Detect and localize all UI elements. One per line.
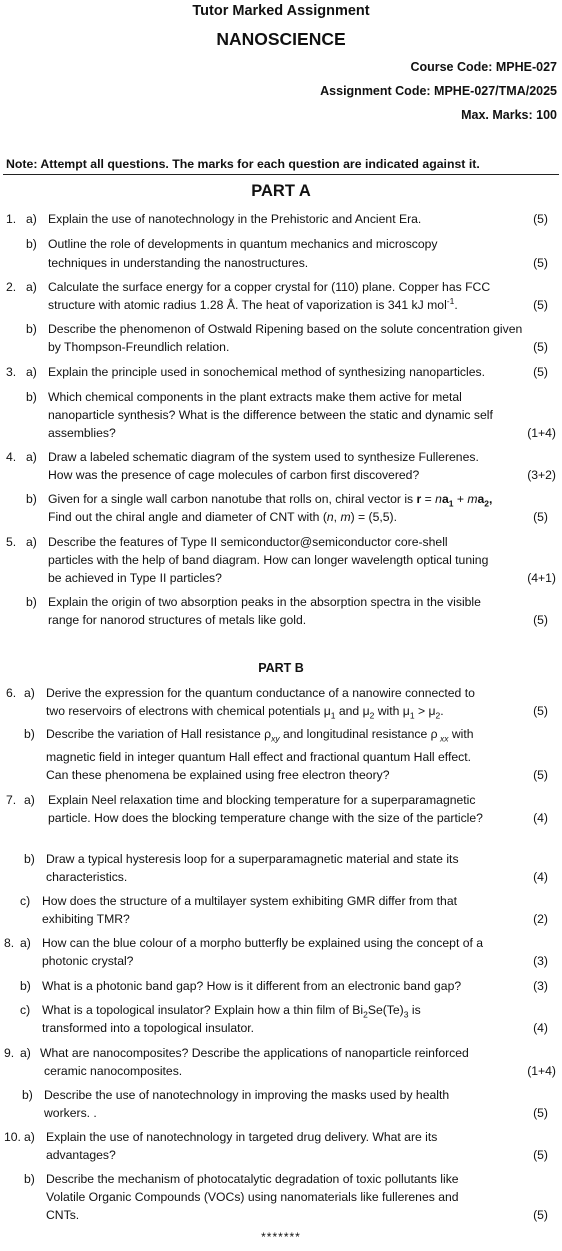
sub-label: a) bbox=[20, 936, 31, 950]
subject-title: NANOSCIENCE bbox=[216, 29, 346, 49]
question-text: Describe the phenomenon of Ostwald Ripening based on the solute concentration given bbox=[48, 322, 523, 336]
text-run: , bbox=[333, 510, 341, 524]
subscript: 3 bbox=[403, 1009, 409, 1020]
sub-label: c) bbox=[20, 894, 31, 908]
text-run: n bbox=[326, 510, 334, 524]
question-text: Describe the features of Type II semiconductor@semiconductor core-shell bbox=[48, 535, 448, 549]
text-run: ) = (5,5). bbox=[350, 510, 397, 524]
subscript: 2 bbox=[369, 710, 375, 721]
question-text: workers. . bbox=[44, 1106, 97, 1120]
question-text: Describe the mechanism of photocatalytic degradation of toxic pollutants like bbox=[46, 1172, 459, 1186]
assignment-code: Assignment Code: MPHE-027/TMA/2025 bbox=[320, 84, 557, 98]
question-text bbox=[46, 704, 444, 720]
question-text: Explain the use of nanotechnology in targeted drug delivery. What are its bbox=[46, 1130, 438, 1144]
text-run: What is a topological insulator? Explain how a thin film of Bi bbox=[42, 1003, 364, 1017]
question-text: Explain the principle used in sonochemical method of synthesizing nanoparticles. bbox=[48, 365, 485, 379]
question-text: Outline the role of developments in quantum mechanics and microscopy bbox=[48, 237, 438, 251]
question-text: techniques in understanding the nanostructures. bbox=[48, 256, 309, 270]
marks: (3+2) bbox=[527, 468, 556, 482]
subscript: 1 bbox=[448, 498, 454, 509]
text-run: a bbox=[441, 492, 449, 506]
text-run: with μ bbox=[374, 704, 410, 718]
question-text: Calculate the surface energy for a copper crystal for (110) plane. Copper has FCC bbox=[48, 280, 491, 294]
text-run: a bbox=[477, 492, 485, 506]
question-number: 7. bbox=[6, 793, 17, 807]
question-number: 4. bbox=[6, 450, 17, 464]
question-text bbox=[48, 492, 492, 508]
question-text: What is a photonic band gap? How is it different from an electronic band gap? bbox=[42, 979, 462, 993]
part-b-heading: PART B bbox=[258, 661, 304, 675]
marks: (3) bbox=[533, 954, 548, 968]
marks: (1+4) bbox=[527, 1064, 556, 1078]
text-run: + bbox=[453, 492, 468, 506]
course-code: Course Code: MPHE-027 bbox=[410, 60, 557, 74]
question-text: transformed into a topological insulator. bbox=[42, 1021, 255, 1035]
sub-label: b) bbox=[24, 727, 35, 741]
marks: (5) bbox=[533, 510, 548, 524]
marks: (5) bbox=[533, 1106, 548, 1120]
question-number: 6. bbox=[6, 686, 17, 700]
text-run: Se(Te) bbox=[367, 1003, 404, 1017]
marks: (5) bbox=[533, 1208, 548, 1222]
sub-label: a) bbox=[20, 1046, 31, 1060]
question-text: What are nanocomposites? Describe the applications of nanoparticle reinforced bbox=[40, 1046, 469, 1060]
sub-label: a) bbox=[26, 280, 37, 294]
text-run: two reservoirs of electrons with chemical potentials μ bbox=[46, 704, 331, 718]
text-run: Find out the chiral angle and diameter of CNT with ( bbox=[48, 510, 327, 524]
marks: (5) bbox=[533, 768, 548, 782]
question-text: Derive the expression for the quantum conductance of a nanowire connected to bbox=[46, 686, 475, 700]
text-run: Given for a single wall carbon nanotube that rolls on, chiral vector is bbox=[48, 492, 417, 506]
marks: (4) bbox=[533, 870, 548, 884]
sub-label: a) bbox=[24, 793, 35, 807]
text-run: is bbox=[408, 1003, 421, 1017]
marks: (1+4) bbox=[527, 426, 556, 440]
text-run: Describe the variation of Hall resistance ρ bbox=[46, 727, 272, 741]
question-text: How can the blue colour of a morpho butterfly be explained using the concept of a bbox=[42, 936, 484, 950]
question-text: by Thompson-Freundlich relation. bbox=[48, 340, 230, 354]
question-text: exhibiting TMR? bbox=[42, 912, 130, 926]
question-text: Which chemical components in the plant extracts make them active for metal bbox=[48, 390, 462, 404]
sub-label: a) bbox=[26, 212, 37, 226]
text-run: and μ bbox=[335, 704, 370, 718]
sub-label: a) bbox=[24, 1130, 35, 1144]
question-number: 8. bbox=[4, 936, 15, 950]
question-number: 3. bbox=[6, 365, 17, 379]
sub-label: b) bbox=[26, 390, 37, 404]
sub-label: b) bbox=[26, 595, 37, 609]
question-text: range for nanorod structures of metals like gold. bbox=[48, 613, 307, 627]
sub-label: b) bbox=[24, 1172, 35, 1186]
sub-label: b) bbox=[26, 492, 37, 506]
marks: (5) bbox=[533, 613, 548, 627]
question-text: nanoparticle synthesis? What is the difference between the static and dynamic self bbox=[48, 408, 493, 422]
instructions-note: Note: Attempt all questions. The marks for each question are indicated against it. bbox=[6, 157, 480, 171]
question-text: Explain Neel relaxation time and blocking temperature for a superparamagnetic bbox=[48, 793, 476, 807]
text-run: structure with atomic radius 1.28 Å. The heat of vaporization is 341 kJ mol bbox=[48, 298, 447, 312]
max-marks: Max. Marks: 100 bbox=[461, 108, 557, 122]
marks: (5) bbox=[533, 340, 548, 354]
question-number: 1. bbox=[6, 212, 17, 226]
question-text: particle. How does the blocking temperature change with the size of the particle? bbox=[48, 811, 483, 825]
question-text: Draw a labeled schematic diagram of the system used to synthesize Fullerenes. bbox=[48, 450, 479, 464]
marks: (4+1) bbox=[527, 571, 556, 585]
text-run: , bbox=[489, 492, 493, 506]
divider bbox=[3, 174, 559, 175]
marks: (2) bbox=[533, 912, 548, 926]
sub-label: b) bbox=[24, 852, 35, 866]
question-text: assemblies? bbox=[48, 426, 116, 440]
marks: (5) bbox=[533, 298, 548, 312]
sub-label: a) bbox=[26, 365, 37, 379]
marks: (3) bbox=[533, 979, 548, 993]
text-run: = bbox=[421, 492, 436, 506]
sub-label: b) bbox=[26, 322, 37, 336]
sub-label: c) bbox=[20, 1003, 31, 1017]
sub-label: a) bbox=[24, 686, 35, 700]
question-text: Describe the use of nanotechnology in improving the masks used by health bbox=[44, 1088, 450, 1102]
sub-label: a) bbox=[26, 535, 37, 549]
question-text: How does the structure of a multilayer system exhibiting GMR differ from that bbox=[42, 894, 457, 908]
sub-label: a) bbox=[26, 450, 37, 464]
sub-label: b) bbox=[26, 237, 37, 251]
end-marker: ******* bbox=[261, 1230, 301, 1244]
marks: (5) bbox=[533, 365, 548, 379]
question-number: 10. bbox=[4, 1130, 21, 1144]
subscript: xy bbox=[271, 733, 280, 744]
question-text: Explain the use of nanotechnology in the Prehistoric and Ancient Era. bbox=[48, 212, 422, 226]
text-run: > μ bbox=[414, 704, 436, 718]
question-text: advantages? bbox=[46, 1148, 116, 1162]
question-text: photonic crystal? bbox=[42, 954, 134, 968]
text-run: with bbox=[448, 727, 474, 741]
sub-label: b) bbox=[20, 979, 31, 993]
subscript: 1 bbox=[330, 710, 336, 721]
subscript: 1 bbox=[409, 710, 415, 721]
question-text: characteristics. bbox=[46, 870, 128, 884]
question-number: 2. bbox=[6, 280, 17, 294]
text-run: . bbox=[440, 704, 444, 718]
question-text bbox=[48, 510, 397, 526]
text-run: . bbox=[454, 298, 458, 312]
question-number: 9. bbox=[4, 1046, 15, 1060]
marks: (5) bbox=[533, 704, 548, 718]
text-run: m bbox=[340, 510, 351, 524]
marks: (5) bbox=[533, 256, 548, 270]
question-text: particles with the help of band diagram. How can longer wavelength optical tuning bbox=[48, 553, 489, 567]
question-text: be achieved in Type II particles? bbox=[48, 571, 222, 585]
text-run: r bbox=[416, 492, 422, 506]
question-text: Draw a typical hysteresis loop for a superparamagnetic material and state its bbox=[46, 852, 459, 866]
text-run: m bbox=[467, 492, 478, 506]
question-text bbox=[46, 727, 474, 743]
question-text bbox=[42, 1003, 421, 1019]
question-text: Can these phenomena be explained using free electron theory? bbox=[46, 768, 390, 782]
sub-label: b) bbox=[22, 1088, 33, 1102]
subscript: 2 bbox=[484, 498, 490, 509]
marks: (5) bbox=[533, 1148, 548, 1162]
marks: (4) bbox=[533, 1021, 548, 1035]
assignment-title: Tutor Marked Assignment bbox=[192, 3, 370, 19]
text-run: n bbox=[435, 492, 442, 506]
superscript: -1 bbox=[446, 295, 455, 306]
subscript: 2 bbox=[363, 1009, 368, 1020]
question-text: Explain the origin of two absorption peaks in the absorption spectra in the visible bbox=[48, 595, 481, 609]
question-text: How was the presence of cage molecules of carbon first discovered? bbox=[48, 468, 420, 482]
question-text: Volatile Organic Compounds (VOCs) using nanomaterials like fullerenes and bbox=[46, 1190, 459, 1204]
text-run: and longitudinal resistance ρ bbox=[279, 727, 438, 741]
question-text bbox=[48, 295, 458, 314]
marks: (4) bbox=[533, 811, 548, 825]
question-number: 5. bbox=[6, 535, 17, 549]
subscript: xx bbox=[437, 733, 449, 744]
question-text: ceramic nanocomposites. bbox=[44, 1064, 183, 1078]
marks: (5) bbox=[533, 212, 548, 226]
part-a-heading: PART A bbox=[251, 182, 311, 200]
subscript: 2 bbox=[435, 710, 441, 721]
question-text: magnetic field in integer quantum Hall effect and fractional quantum Hall effect. bbox=[46, 750, 472, 764]
question-text: CNTs. bbox=[46, 1208, 80, 1222]
